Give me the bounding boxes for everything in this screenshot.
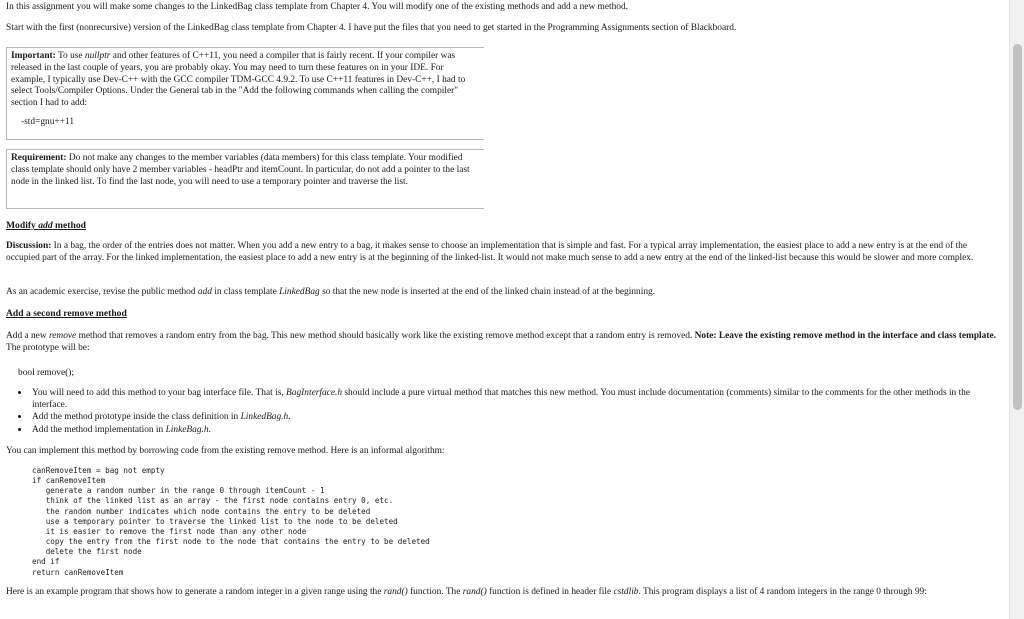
code-line: think of the linked list as an array - the first node contains entry 0, etc.: [32, 496, 394, 506]
list-item: • You will need to add this method to your bag interface file. That is, BagInterface.h should include a pure virtual method that matches this new method. You must include documentation (comments) similar to the comments for the other methods in the interface.: [30, 387, 996, 411]
list-item: • Add the method prototype inside the class definition in LinkedBag.h.: [30, 411, 996, 424]
important-note-text: Important: To use nullptr and other features of C++11, you need a compiler that is fairly recent. If your compiler was released in the last couple of years, you are probably okay. You may need to turn these features on in your IDE. For example, I typically use Dev-C++ with the GCC compiler TDM-GCC 4.9.2. To use C++11 features in Dev-C++, I had to select Tools/Compiler Options. Under the General tab in the "Add the following commands when calling the compiler" section I had to add:: [11, 51, 466, 109]
method-prototype: bool remove();: [18, 368, 74, 378]
example-paragraph: Here is an example program that shows how to generate a random integer in a given range using the rand() function. The rand() function is defined in header file cstdlib. This program displays a list of 4 random integers in the range 0 through 99:: [6, 587, 927, 597]
intro-line-2: Start with the first (nonrecursive) version of the LinkedBag class template from Chapter 4. I have put the files that you need to get started in the Programming Assignments section of Blackboard.: [6, 23, 737, 33]
requirement-note-box: [6, 149, 484, 209]
compiler-flag: -std=gnu++11: [21, 116, 75, 127]
discussion-paragraph: Discussion: In a bag, the order of the entries does not matter. When you add a new entry to a bag, it makes sense to choose an implementation that is simple and fast. For a typical array implementation, the easiest place to add a new entry is at the end of the occupied part of the array. For the linked implementation, the easiest place to add a new entry is at the beginning of the linked-list. It would not make much sense to add a new entry at the end of the linked-list because this would be slower and more complex.: [6, 241, 974, 263]
discussion-label: Discussion:: [6, 241, 52, 251]
code-line: use a temporary pointer to traverse the linked list to the node to be deleted: [32, 516, 398, 526]
algorithm-intro: You can implement this method by borrowing code from the existing remove method. Here is an informal algorithm:: [6, 446, 445, 456]
list-item: • Add the method implementation in LinkeBag.h.: [30, 424, 996, 437]
exercise-paragraph: As an academic exercise, revise the public method add in class template LinkedBag so that the new node is inserted at the end of the linked chain instead of at the beginning.: [6, 287, 656, 297]
scrollbar-thumb[interactable]: [1013, 44, 1022, 410]
code-line: copy the entry from the first node to the node that contains the entry to be deleted: [32, 537, 430, 547]
algorithm-code-block: [32, 466, 430, 578]
requirement-note-text: Requirement: Do not make any changes to the member variables (data members) for this class template. Your modified class template should only have 2 member variables - headPtr and itemCount. In particular, do not add a pointer to the last node in the linked list. To find the last node, you will need to use a temporary pointer and traverse the list.: [11, 153, 470, 187]
note-leave-remove: Note: Leave the existing remove method in the interface and class template.: [694, 331, 996, 341]
code-line: canRemoveItem = bag not empty: [32, 466, 165, 475]
code-line: it is easier to remove the first node than any other node: [32, 526, 307, 536]
remove-method-paragraph: Add a new remove method that removes a random entry from the bag. This new method should basically work like the existing remove method except that a random entry is removed. Note: Leave the existing remove method in the interface and class template. The prototype will be:: [6, 331, 996, 353]
intro-line-1: In this assignment you will make some changes to the LinkedBag class template from Chapter 4. You will modify one of the existing methods and add a new method.: [6, 2, 629, 12]
code-line: return canRemoveItem: [32, 567, 124, 577]
code-line: generate a random number in the range 0 through itemCount - 1: [32, 486, 325, 496]
vertical-scrollbar[interactable]: [1009, 0, 1024, 619]
section-heading-add-remove: Add a second remove method: [6, 308, 127, 319]
code-line: end if: [32, 557, 60, 567]
requirement-label: Requirement:: [11, 153, 67, 163]
important-note-box: [6, 47, 484, 140]
nullptr-keyword: nullptr: [84, 51, 111, 61]
code-line: if canRemoveItem: [32, 476, 106, 486]
section-heading-modify-add: Modify add method: [6, 220, 86, 231]
code-line: delete the first node: [32, 547, 142, 557]
instruction-list: [6, 387, 996, 437]
important-label: Important:: [11, 51, 56, 61]
code-line: the random number indicates which node contains the entry to be deleted: [32, 506, 371, 516]
